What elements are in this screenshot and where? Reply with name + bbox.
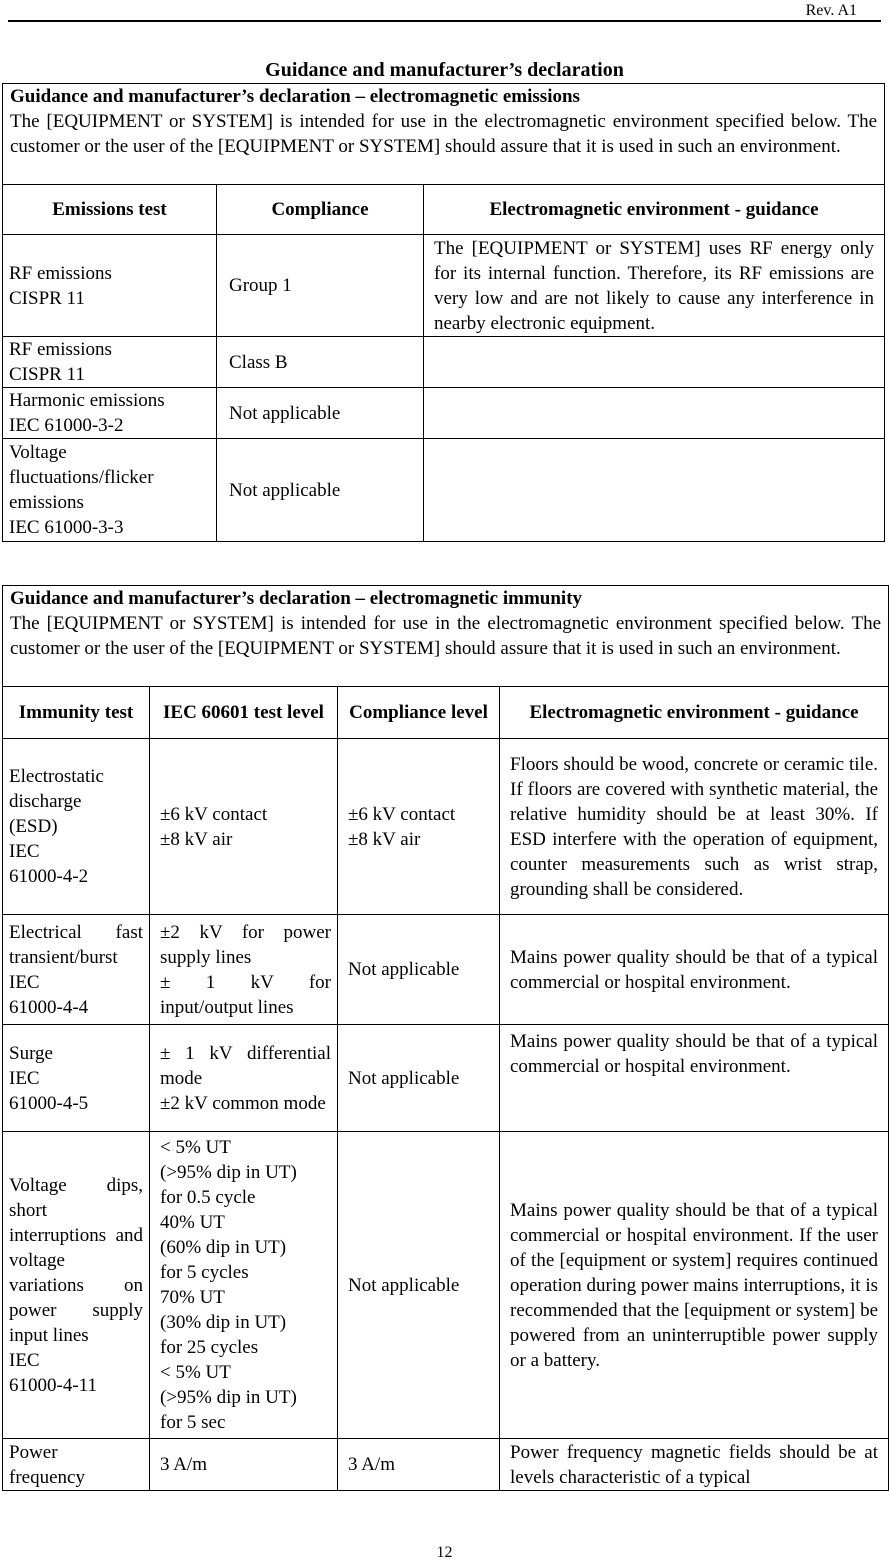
emissions-row-2-guidance <box>424 337 885 388</box>
emissions-intro: The [EQUIPMENT or SYSTEM] is intended for use in the electromagnetic environment specified below. The customer or the user of the [EQUIPMENT or SYSTEM] should assure that it is used in such an environment. <box>10 111 878 157</box>
emissions-table <box>2 83 885 542</box>
emissions-row-3-guidance <box>424 388 885 439</box>
immunity-col-test: Immunity test <box>3 687 150 739</box>
immunity-row-2-guidance: Mains power quality should be that of a typical commercial or hospital environment. <box>500 915 889 1025</box>
immunity-row-3-guidance: Mains power quality should be that of a typical commercial or hospital environment. <box>500 1025 889 1132</box>
emissions-heading: Guidance and manufacturer’s declaration – electromagnetic emissions <box>10 86 580 107</box>
immunity-row-5-test: Power frequency <box>3 1439 150 1491</box>
header-rule <box>8 20 881 22</box>
immunity-row-3-level: ± 1 kV differential mode ±2 kV common mode <box>150 1025 338 1132</box>
emissions-intro-cell <box>3 84 885 185</box>
immunity-row-5-compliance: 3 A/m <box>338 1439 500 1491</box>
immunity-row-1-test: Electrostatic discharge (ESD) IEC 61000-4-2 <box>3 739 150 915</box>
emissions-row-2-compliance: Class B <box>217 337 424 388</box>
immunity-row-2-compliance: Not applicable <box>338 915 500 1025</box>
emissions-col-guidance: Electromagnetic environment - guidance <box>424 185 885 235</box>
immunity-table <box>2 585 889 1491</box>
immunity-row-1-compliance: ±6 kV contact ±8 kV air <box>338 739 500 915</box>
emissions-row-1-guidance: The [EQUIPMENT or SYSTEM] uses RF energy only for its internal function. Therefore, its RF emissions are very low and are not likely to cause any interference in nearby electronic equipment. <box>424 235 885 337</box>
immunity-intro: The [EQUIPMENT or SYSTEM] is intended for use in the electromagnetic environment specified below. The customer or the user of the [EQUIPMENT or SYSTEM] should assure that it is used in such an environment. <box>10 613 882 659</box>
emissions-row-4-compliance: Not applicable <box>217 439 424 542</box>
immunity-row-2-test: Electrical fast transient/burst IEC 61000-4-4 <box>3 915 150 1025</box>
emissions-row-1-test: RF emissions CISPR 11 <box>3 235 217 337</box>
immunity-intro-cell <box>3 586 889 687</box>
immunity-col-compliance: Compliance level <box>338 687 500 739</box>
immunity-heading: Guidance and manufacturer’s declaration – electromagnetic immunity <box>10 588 583 609</box>
immunity-col-guidance: Electromagnetic environment - guidance <box>500 687 889 739</box>
immunity-row-4-compliance: Not applicable <box>338 1132 500 1439</box>
immunity-row-3-test: Surge IEC 61000-4-5 <box>3 1025 150 1132</box>
emissions-col-compliance: Compliance <box>217 185 424 235</box>
emissions-row-3-test: Harmonic emissions IEC 61000-3-2 <box>3 388 217 439</box>
emissions-row-4-test: Voltage fluctuations/flicker emissions IEC 61000-3-3 <box>3 439 217 542</box>
immunity-row-4-level: < 5% UT (>95% dip in UT) for 0.5 cycle 40% UT (60% dip in UT) for 5 cycles 70% UT (30% dip in UT) for 25 cycles < 5% UT (>95% dip in UT) for 5 sec <box>150 1132 338 1439</box>
immunity-row-5-guidance: Power frequency magnetic fields should be at levels characteristic of a typical <box>500 1439 889 1491</box>
immunity-row-4-guidance: Mains power quality should be that of a typical commercial or hospital environment. If the user of the [equipment or system] requires continued operation during power mains interruptions, it is recommended that the [equipment or system] be powered from an uninterruptible power supply or a battery. <box>500 1132 889 1439</box>
immunity-row-3-compliance: Not applicable <box>338 1025 500 1132</box>
immunity-col-level: IEC 60601 test level <box>150 687 338 739</box>
immunity-row-2-level: ±2 kV for power supply lines ± 1 kV for input/output lines <box>150 915 338 1025</box>
emissions-row-4-guidance <box>424 439 885 542</box>
emissions-col-test: Emissions test <box>3 185 217 235</box>
immunity-row-1-guidance: Floors should be wood, concrete or ceramic tile. If floors are covered with synthetic material, the relative humidity should be at least 30%. If ESD interfere with the operation of equipment, counter measurements such as wrist strap, grounding shall be considered. <box>500 739 889 915</box>
emissions-row-1-compliance: Group 1 <box>217 235 424 337</box>
immunity-row-1-level: ±6 kV contact ±8 kV air <box>150 739 338 915</box>
document-title: Guidance and manufacturer’s declaration <box>265 59 624 81</box>
immunity-row-4-test: Voltage dips, short interruptions and voltage variations on power supply input lines IEC 61000-4-11 <box>3 1132 150 1439</box>
emissions-row-2-test: RF emissions CISPR 11 <box>3 337 217 388</box>
revision-label: Rev. A1 <box>805 2 857 19</box>
page-number: 12 <box>436 1544 453 1561</box>
immunity-row-5-level: 3 A/m <box>150 1439 338 1491</box>
emissions-row-3-compliance: Not applicable <box>217 388 424 439</box>
